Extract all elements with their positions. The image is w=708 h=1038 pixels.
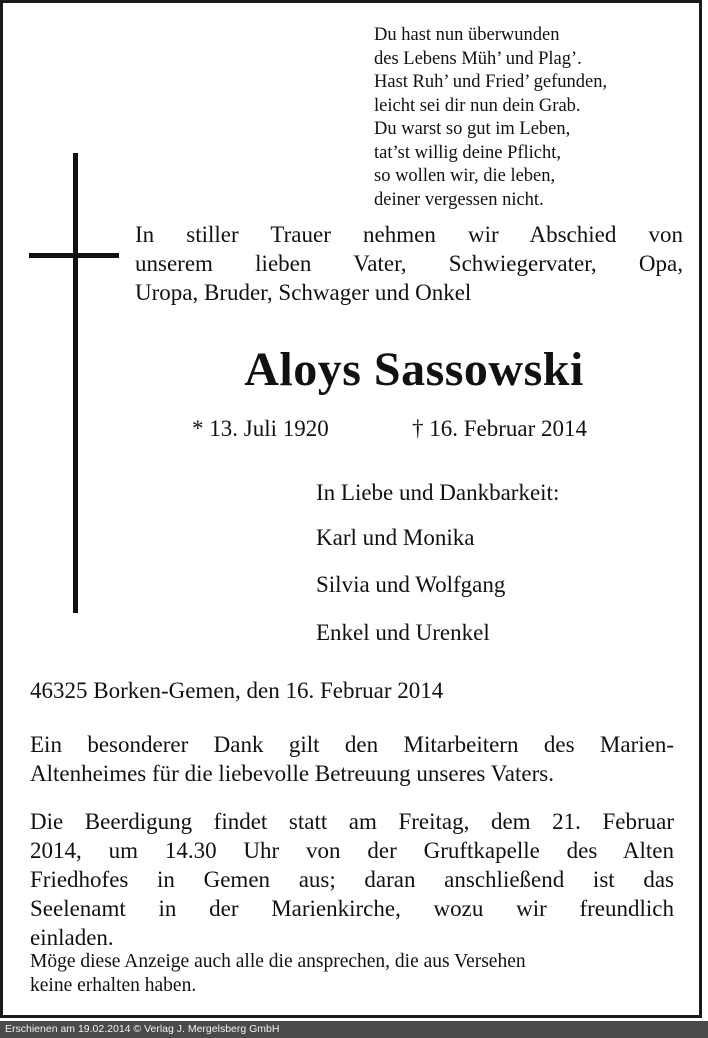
funeral-line: Die Beerdigung findet statt am Freitag, dem 21. Februar bbox=[30, 809, 674, 834]
funeral-line: Friedhofes in Gemen aus; daran anschließend ist das bbox=[30, 867, 674, 892]
thanks-line: Altenheimes für die liebevolle Betreuung unseres Vaters. bbox=[30, 761, 554, 786]
note-line: keine erhalten haben. bbox=[30, 975, 197, 996]
place-date: 46325 Borken-Gemen, den 16. Februar 2014 bbox=[30, 678, 444, 703]
funeral-paragraph bbox=[30, 807, 674, 952]
funeral-line: Seelenamt in der Marienkirche, wozu wir freundlich bbox=[30, 896, 674, 921]
funeral-line: einladen. bbox=[30, 925, 114, 950]
mourner-name: Silvia und Wolfgang bbox=[316, 572, 506, 597]
note-line: Möge diese Anzeige auch alle die ansprechen, die aus Versehen bbox=[30, 951, 526, 972]
poem-line: tat’st willig deine Pflicht, bbox=[374, 142, 562, 163]
intro-line: unserem lieben Vater, Schwiegervater, Opa, bbox=[135, 251, 683, 276]
birth-date: * 13. Juli 1920 bbox=[192, 416, 329, 441]
poem-line: leicht sei dir nun dein Grab. bbox=[374, 95, 581, 116]
poem-line: Hast Ruh’ und Fried’ gefunden, bbox=[374, 72, 608, 92]
publication-footer: Erschienen am 19.02.2014 © Verlag J. Mergelsberg GmbH bbox=[0, 1021, 708, 1038]
intro-line: In stiller Trauer nehmen wir Abschied von bbox=[135, 222, 683, 247]
cross-icon-horizontal bbox=[29, 253, 119, 258]
cross-icon-vertical bbox=[73, 153, 78, 613]
poem-line: so wollen wir, die leben, bbox=[374, 166, 556, 186]
intro-text bbox=[135, 220, 683, 307]
note-paragraph bbox=[30, 950, 526, 998]
poem-line: Du warst so gut im Leben, bbox=[374, 119, 571, 139]
intro-line: Uropa, Bruder, Schwager und Onkel bbox=[135, 280, 472, 305]
death-date: † 16. Februar 2014 bbox=[412, 416, 588, 441]
poem-line: deiner vergessen nicht. bbox=[374, 189, 544, 210]
poem bbox=[374, 24, 607, 212]
funeral-line: 2014, um 14.30 Uhr von der Gruftkapelle des Alten bbox=[30, 838, 674, 863]
mourner-name: Karl und Monika bbox=[316, 525, 475, 550]
mourner-name: Enkel und Urenkel bbox=[316, 620, 490, 645]
poem-line: des Lebens Müh’ und Plag’. bbox=[374, 48, 582, 69]
thanks-line: Ein besonderer Dank gilt den Mitarbeitern des Marien- bbox=[30, 732, 674, 757]
thanks-paragraph bbox=[30, 730, 674, 788]
poem-line: Du hast nun überwunden bbox=[374, 25, 560, 45]
mourners-heading: In Liebe und Dankbarkeit: bbox=[316, 480, 560, 505]
deceased-name: Aloys Sassowski bbox=[244, 343, 584, 396]
